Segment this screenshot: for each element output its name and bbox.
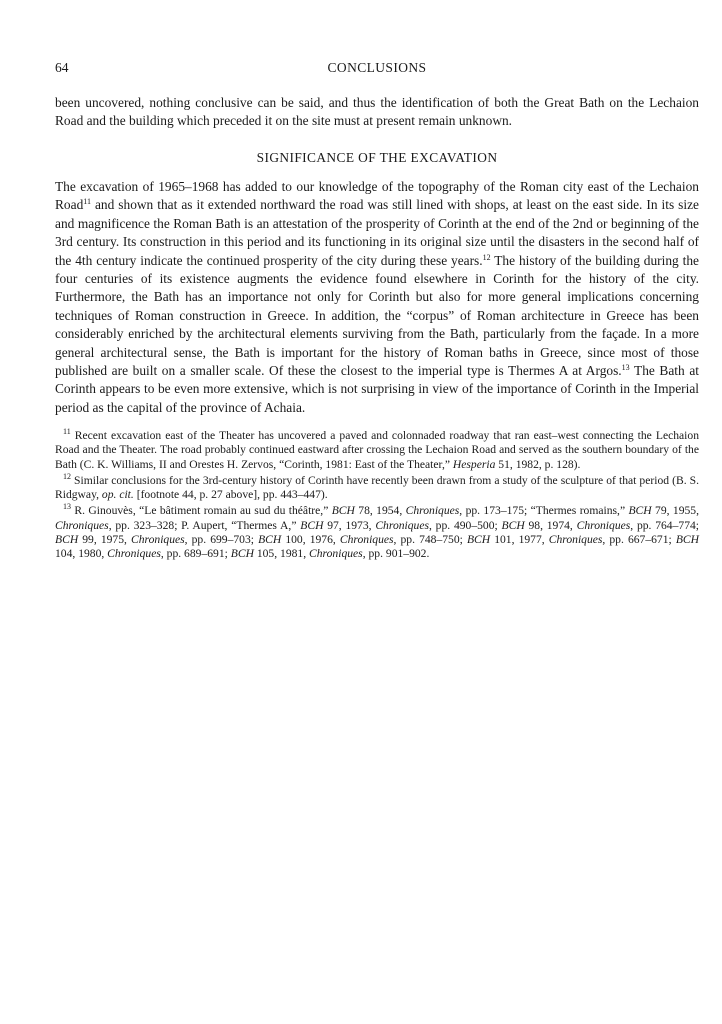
footnote-number: 13: [63, 502, 71, 512]
paragraph-text: The excavation of 1965–1968 has added to our knowledge of the topography of the Roman city east of the Lechaion Road: [55, 179, 699, 213]
footnote-text: Recent excavation east of the Theater has uncovered a paved and colonnaded roadway that ran east–west connecting the Lechaion Road and the Theater. The road probably continued eastward after crossing the Lechaion Road and served as the southern boundary of the Bath (C. K. Williams, II and Orestes H. Zervos, “Corinth, 1981: East of the Theater,”: [55, 429, 699, 471]
footnote-text: 101, 1977,: [490, 533, 549, 547]
footnote-ref-11[interactable]: 11: [83, 197, 91, 207]
section-paragraph: [55, 178, 699, 417]
page-number: 64: [55, 60, 69, 75]
footnote-italic: Chroniques: [375, 518, 430, 532]
footnote-italic: Chroniques: [576, 518, 631, 532]
paragraph-continued: been uncovered, nothing conclusive can be said, and thus the identification of both the Great Bath on the Lechaion Road and the building which preceded it on the site must at present remain unknown.: [55, 95, 699, 129]
footnote-italic: op. cit.: [101, 488, 134, 502]
section-heading: SIGNIFICANCE OF THE EXCAVATION: [256, 150, 498, 165]
footnote-text: 104, 1980,: [55, 547, 108, 561]
footnote-italic: BCH: [258, 533, 282, 547]
footnote-text: , pp. 748–750;: [393, 533, 467, 547]
footnote-italic: Chroniques: [309, 547, 363, 561]
footnote-11: [55, 429, 699, 472]
footnote-italic: BCH: [675, 533, 700, 547]
footnote-number: 12: [63, 471, 71, 481]
footnote-text: 98, 1974,: [524, 518, 577, 532]
footnote-text: 105, 1981,: [253, 547, 310, 561]
footnote-text: [footnote 44, p. 27 above], pp. 443–447).: [133, 488, 328, 502]
footnote-italic: BCH: [55, 533, 79, 547]
footnote-italic: Chroniques: [107, 547, 161, 561]
footnote-italic: BCH: [331, 504, 355, 518]
footnote-text: 100, 1976,: [281, 533, 340, 547]
footnote-text: , pp. 901–902.: [362, 547, 430, 561]
footnote-text: 79, 1955,: [651, 504, 699, 518]
footnote-italic: Chroniques: [130, 533, 185, 547]
footnote-italic: BCH: [501, 518, 525, 532]
footnote-text: 78, 1954,: [354, 504, 406, 518]
footnote-text: , pp. 490–500;: [429, 518, 502, 532]
footnote-text: , pp. 323–328; P. Aupert, “Thermes A,”: [108, 518, 301, 532]
footnote-text: R. Ginouvès, “Le bâtiment romain au sud du théâtre,”: [71, 504, 332, 518]
paragraph-text: The history of the building during the four centuries of its existence augments the evidence found elsewhere in Corinth for the history of the city. Furthermore, the Bath has an importance not only for Corinth but also for more general implications concerning techniques of Roman construction in Greece. In addition, the “corpus” of Roman architecture in Greece has been considerably enriched by the architectural elements surviving from the Bath, particularly from the façade. In a more general architectural sense, the Bath is important for the history of Roman baths in Greece, since most of those published are built on a smaller scale. Of these the closest to the imperial type is Thermes A at Argos.: [55, 252, 699, 379]
footnote-italic: BCH: [466, 533, 491, 547]
footnote-ref-13[interactable]: 13: [621, 363, 630, 373]
paragraph-text: and shown that as it extended northward the road was still lined with shops, at least on the east side. In its size and magnificence the Roman Bath is an attestation of the prosperity of Corinth at the end of the 2nd or beginning of the 3rd century. Its construction in this period and its functioning in its original size until the disasters in the second half of the 4th century indicate the continued prosperity of the city during these years.: [55, 197, 699, 268]
footnote-italic: BCH: [628, 504, 652, 518]
footnotes: [55, 429, 699, 564]
footnote-13: [55, 504, 699, 561]
footnote-italic: Hesperia: [452, 457, 496, 471]
footnote-text: 51, 1982, p. 128).: [495, 457, 581, 471]
paragraph-text: The Bath at Corinth appears to be even more extensive, which is not surprising in view of the importance of Corinth in the Imperial period as the capital of the province of Achaia.: [55, 363, 699, 415]
page-header: [55, 60, 699, 80]
footnote-italic: Chroniques: [548, 533, 603, 547]
footnote-number: 11: [63, 427, 71, 436]
footnote-text: Similar conclusions for the 3rd-century history of Corinth have recently been drawn from a study of the sculpture of that period (B. S. Ridgway,: [55, 473, 699, 502]
footnote-text: , pp. 699–703;: [184, 533, 259, 547]
footnote-ref-12[interactable]: 12: [482, 252, 491, 262]
footnote-text: , pp. 173–175; “Thermes romains,”: [459, 504, 629, 518]
footnote-text: , pp. 764–774;: [630, 518, 700, 532]
footnote-italic: Chroniques: [405, 504, 460, 518]
footnote-italic: BCH: [300, 518, 324, 532]
footnote-text: , pp. 667–671;: [602, 533, 676, 547]
footnote-text: , pp. 689–691;: [160, 547, 231, 561]
footnote-italic: Chroniques: [339, 533, 394, 547]
footnote-italic: Chroniques: [55, 518, 109, 532]
footnote-12: [55, 471, 699, 503]
footnote-text: 99, 1975,: [78, 533, 131, 547]
footnote-italic: BCH: [230, 547, 254, 561]
footnote-text: 97, 1973,: [323, 518, 376, 532]
running-head: CONCLUSIONS: [327, 60, 427, 75]
